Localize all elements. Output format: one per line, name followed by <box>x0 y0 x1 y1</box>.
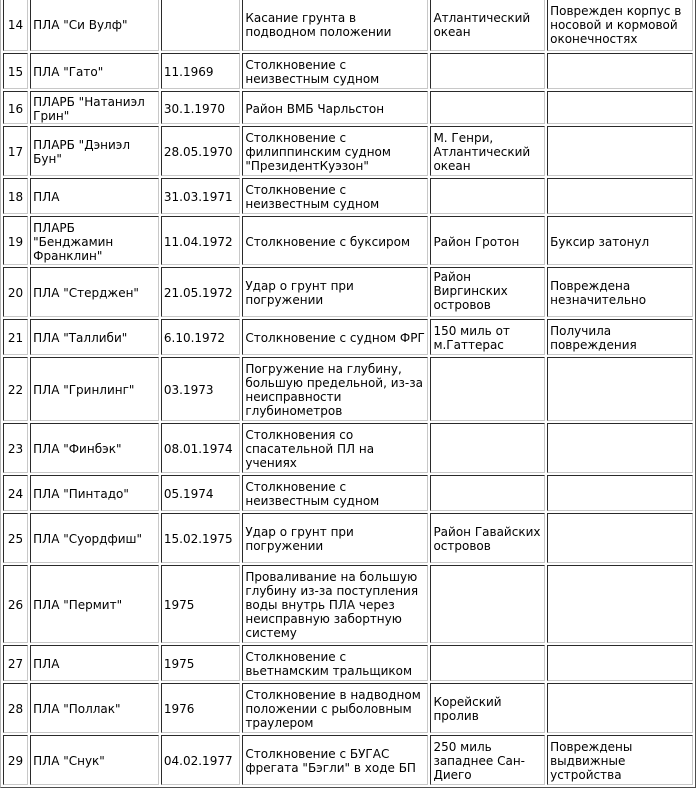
vessel-name: ПЛА "Финбэк" <box>30 423 159 473</box>
incident-location: Атлантический океан <box>430 0 545 51</box>
table-row <box>3 178 693 214</box>
vessel-name: ПЛА "Гато" <box>30 53 159 89</box>
incident-location: Корейский пролив <box>430 683 545 733</box>
incident-location <box>430 91 545 124</box>
incident-location <box>430 645 545 681</box>
incident-result <box>547 513 693 563</box>
table-row <box>3 423 693 473</box>
incident-description: Удар о грунт при погружении <box>242 513 428 563</box>
incident-description: Проваливание на большую глубину из-за поступления воды внутрь ПЛА через неисправную забортную систему <box>242 565 428 643</box>
vessel-name: ПЛАРБ "Натаниэл Грин" <box>30 91 159 124</box>
incident-date: 03.1973 <box>161 357 240 421</box>
incident-location: Район Гавайских островов <box>430 513 545 563</box>
incident-location: Район Виргинских островов <box>430 267 545 317</box>
incident-location: 250 миль западнее Сан-Диего <box>430 735 545 785</box>
incident-result: Повреждены выдвижные устройства <box>547 735 693 785</box>
row-number: 26 <box>3 565 28 643</box>
row-number: 18 <box>3 178 28 214</box>
row-number: 16 <box>3 91 28 124</box>
incident-location: Район Гротон <box>430 216 545 265</box>
incident-result <box>547 178 693 214</box>
incident-location: 150 миль от м.Гаттерас <box>430 319 545 355</box>
incident-result: Повреждена незначительно <box>547 267 693 317</box>
table-row <box>3 53 693 89</box>
incident-result <box>547 91 693 124</box>
vessel-name: ПЛА "Поллак" <box>30 683 159 733</box>
incident-location: М. Генри, Атлантический океан <box>430 126 545 176</box>
row-number: 20 <box>3 267 28 317</box>
incident-date: 1975 <box>161 645 240 681</box>
table-row <box>3 357 693 421</box>
vessel-name: ПЛА <box>30 178 159 214</box>
incident-description: Столкновение с неизвестным судном <box>242 475 428 511</box>
vessel-name: ПЛА "Гринлинг" <box>30 357 159 421</box>
row-number: 21 <box>3 319 28 355</box>
incident-description: Столкновения со спасательной ПЛ на учениях <box>242 423 428 473</box>
incident-description: Удар о грунт при погружении <box>242 267 428 317</box>
vessel-name: ПЛА "Пинтадо" <box>30 475 159 511</box>
incident-date: 05.1974 <box>161 475 240 511</box>
incident-description: Столкновение с неизвестным судном <box>242 53 428 89</box>
table-row <box>3 645 693 681</box>
vessel-name: ПЛА "Суордфиш" <box>30 513 159 563</box>
table-row <box>3 513 693 563</box>
vessel-name: ПЛА "Пермит" <box>30 565 159 643</box>
incident-result <box>547 683 693 733</box>
vessel-name: ПЛА "Си Вулф" <box>30 0 159 51</box>
incident-location <box>430 357 545 421</box>
incident-date: 11.04.1972 <box>161 216 240 265</box>
incident-description: Столкновение с неизвестным судном <box>242 178 428 214</box>
incident-date: 31.03.1971 <box>161 178 240 214</box>
incident-result: Получила повреждения <box>547 319 693 355</box>
incident-description: Район ВМБ Чарльстон <box>242 91 428 124</box>
vessel-name: ПЛАРБ "Бенджамин Франклин" <box>30 216 159 265</box>
incident-location <box>430 423 545 473</box>
row-number: 14 <box>3 0 28 51</box>
vessel-name: ПЛА "Таллиби" <box>30 319 159 355</box>
table-row <box>3 216 693 265</box>
incident-result <box>547 423 693 473</box>
vessel-name: ПЛА <box>30 645 159 681</box>
incident-result <box>547 357 693 421</box>
incident-description: Погружение на глубину, большую предельной, из-за неисправности глубинометров <box>242 357 428 421</box>
table-row <box>3 0 693 51</box>
row-number: 28 <box>3 683 28 733</box>
row-number: 22 <box>3 357 28 421</box>
table-row <box>3 319 693 355</box>
vessel-name: ПЛА "Стерджен" <box>30 267 159 317</box>
row-number: 25 <box>3 513 28 563</box>
incident-date: 21.05.1972 <box>161 267 240 317</box>
incident-result <box>547 645 693 681</box>
incident-description: Касание грунта в подводном положении <box>242 0 428 51</box>
incident-date: 04.02.1977 <box>161 735 240 785</box>
incident-description: Столкновение с филиппинским судном "ПрезидентКуэзон" <box>242 126 428 176</box>
incident-description: Столкновение в надводном положении с рыболовным траулером <box>242 683 428 733</box>
table-row <box>3 126 693 176</box>
row-number: 24 <box>3 475 28 511</box>
row-number: 27 <box>3 645 28 681</box>
row-number: 29 <box>3 735 28 785</box>
vessel-name: ПЛАРБ "Дэниэл Бун" <box>30 126 159 176</box>
incident-date: 15.02.1975 <box>161 513 240 563</box>
incident-location <box>430 475 545 511</box>
table-row <box>3 683 693 733</box>
table-row <box>3 475 693 511</box>
incident-date: 28.05.1970 <box>161 126 240 176</box>
incident-description: Столкновение с вьетнамским тральщиком <box>242 645 428 681</box>
incident-date <box>161 0 240 51</box>
incident-date: 6.10.1972 <box>161 319 240 355</box>
incident-date: 08.01.1974 <box>161 423 240 473</box>
row-number: 19 <box>3 216 28 265</box>
table-row <box>3 565 693 643</box>
table-row <box>3 91 693 124</box>
incident-description: Столкновение с БУГАС фрегата "Бэгли" в ходе БП <box>242 735 428 785</box>
incident-result: Поврежден корпус в носовой и кормовой оконечностях <box>547 0 693 51</box>
incident-description: Столкновение с буксиром <box>242 216 428 265</box>
incident-result <box>547 53 693 89</box>
row-number: 17 <box>3 126 28 176</box>
row-number: 15 <box>3 53 28 89</box>
incident-date: 1976 <box>161 683 240 733</box>
row-number: 23 <box>3 423 28 473</box>
incident-description: Столкновение с судном ФРГ <box>242 319 428 355</box>
incident-date: 1975 <box>161 565 240 643</box>
incident-location <box>430 178 545 214</box>
incident-date: 11.1969 <box>161 53 240 89</box>
table-row <box>3 735 693 785</box>
incident-result <box>547 475 693 511</box>
incident-result <box>547 126 693 176</box>
incident-result: Буксир затонул <box>547 216 693 265</box>
vessel-name: ПЛА "Снук" <box>30 735 159 785</box>
incident-date: 30.1.1970 <box>161 91 240 124</box>
incident-location <box>430 565 545 643</box>
table-row <box>3 267 693 317</box>
incident-location <box>430 53 545 89</box>
incident-result <box>547 565 693 643</box>
